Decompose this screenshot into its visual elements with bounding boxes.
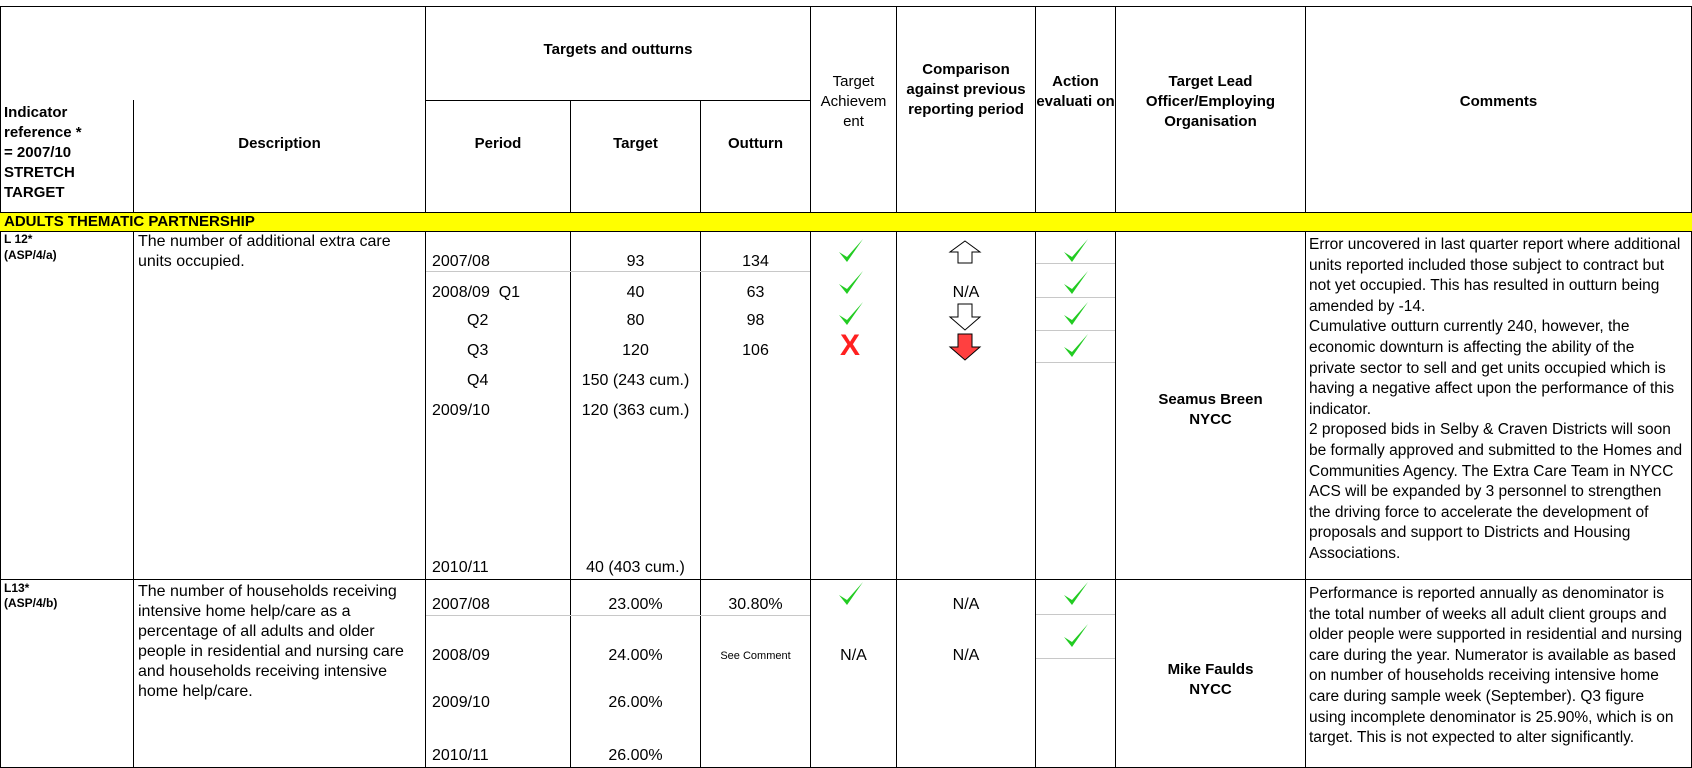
comment-line: indicator. [1309, 400, 1372, 418]
comment-line: amended by -14. [1309, 297, 1426, 315]
target-cell: 23.00% [608, 596, 663, 613]
indicator-description-line: intensive home help/care as a [138, 603, 351, 620]
tick-icon [1061, 269, 1091, 297]
comment-line: Performance is reported annually as denominator is [1309, 585, 1664, 602]
target-cell: 40 [626, 284, 645, 301]
target-cell: 120 [622, 342, 649, 359]
lead-officer-name: Mike Faulds [1167, 661, 1254, 678]
indicator-ref-sub: (ASP/4/b) [4, 596, 58, 610]
comment-line: care during the year. Numerator is available as based [1309, 646, 1677, 664]
comment-line: private sector to sell and get units occupied which is [1309, 359, 1666, 377]
comment-line: Cumulative outturn currently 240, however, the [1309, 318, 1630, 336]
comment-line: using incomplete denominator is 25.90%, which is on [1309, 708, 1674, 726]
indicator-ref: L 12* [4, 232, 33, 246]
header-period: Period [474, 135, 522, 152]
tick-icon [836, 237, 866, 265]
period-cell: 2010/11 [432, 559, 489, 576]
header-indicator-reference: Indicator reference * = 2007/10 STRETCH TARGET [4, 104, 82, 201]
outturn-cell: See Comment [720, 650, 791, 662]
comment-line: proposals and support to Districts and Housing [1309, 524, 1631, 542]
indicator-description-line: people in residential and nursing care [138, 643, 404, 660]
comment-line: target. This is not expected to alter significantly. [1309, 729, 1635, 747]
comment-line: the total number of weeks all adult client groups and [1309, 605, 1667, 623]
arrow-down-red-icon [947, 333, 983, 361]
period-cell: Q4 [467, 372, 489, 389]
comment-line: having a negative affect upon the performance of this [1309, 380, 1675, 398]
period-cell: 2008/09 [432, 647, 490, 664]
tick-icon [1061, 237, 1091, 265]
indicator-ref-sub: (ASP/4/a) [4, 248, 57, 262]
comment-line: be formally approved and submitted to the Homes and [1309, 442, 1683, 459]
period-cell: 2009/10 [432, 694, 490, 711]
comment-line: not yet occupied. This has resulted in outturn being [1309, 277, 1660, 295]
section-title: ADULTS THEMATIC PARTNERSHIP [4, 213, 255, 230]
target-cell: 26.00% [608, 694, 663, 711]
header-description: Description [238, 135, 321, 152]
target-cell: 150 (243 cum.) [581, 372, 690, 389]
header-target-achievement: Target Achievem ent [820, 73, 887, 130]
period-cell: 2009/10 [432, 402, 490, 419]
comment-line: older people were supported in residential and nursing [1309, 626, 1683, 644]
header-comparison: Comparison against previous reporting period [906, 61, 1026, 118]
comment-line: Error uncovered in last quarter report where additional [1309, 236, 1681, 253]
outturn-cell: 98 [746, 312, 765, 329]
period-cell: 2008/09 Q1 [432, 284, 521, 301]
header-action-evaluation: Action evaluati on [1036, 73, 1115, 110]
period-cell: Q3 [467, 342, 489, 359]
tick-icon [1061, 622, 1091, 650]
header-comments: Comments [1459, 93, 1538, 110]
comparison-na: N/A [952, 647, 980, 664]
indicator-ref: L13* [4, 581, 30, 595]
header-target: Target [613, 135, 658, 152]
outturn-cell: 63 [746, 284, 765, 301]
arrow-down-outline-icon [947, 303, 983, 331]
target-cell: 40 (403 cum.) [586, 559, 685, 576]
indicator-description-line: and households receiving intensive [138, 663, 388, 680]
header-outturn: Outturn [728, 135, 783, 152]
target-cell: 26.00% [608, 747, 663, 764]
comparison-na: N/A [952, 284, 980, 301]
indicator-description: The number of additional extra care units occupied. [138, 233, 391, 270]
comment-line: ACS will be expanded by 3 personnel to strengthen [1309, 483, 1662, 501]
comparison-na: N/A [952, 596, 980, 613]
period-cell: 2010/11 [432, 747, 489, 764]
target-cell: 80 [626, 312, 645, 329]
outturn-cell: 106 [742, 342, 769, 359]
header-lead-officer: Target Lead Officer/Employing Organisation [1145, 73, 1276, 130]
indicator-description-line: percentage of all adults and older [138, 623, 375, 640]
period-cell: 2007/08 [432, 253, 490, 270]
lead-officer-org: NYCC [1189, 411, 1232, 428]
tick-icon [1061, 580, 1091, 608]
comment-line: the driving force to accelerate the development of [1309, 503, 1649, 521]
outturn-cell: 30.80% [728, 596, 783, 613]
period-cell: 2007/08 [432, 596, 490, 613]
target-cell: 93 [626, 253, 645, 270]
tick-icon [1061, 300, 1091, 328]
comment-line: economic downturn is affecting the ability of the [1309, 339, 1635, 356]
indicator-description-line: home help/care. [138, 683, 253, 700]
cross-icon: X [840, 329, 861, 362]
comment-line: on number of households receiving intensive home [1309, 667, 1659, 685]
tick-icon [836, 269, 866, 297]
tick-icon [1061, 332, 1091, 360]
achievement-na: N/A [840, 647, 867, 664]
arrow-up-outline-icon [947, 240, 983, 264]
period-cell: Q2 [467, 312, 489, 329]
outturn-cell: 134 [742, 253, 769, 270]
comment-line: 2 proposed bids in Selby & Craven Districts will soon [1309, 421, 1671, 439]
indicator-description-line: The number of households receiving [138, 583, 397, 600]
comment-line: care during sample week (September). Q3 figure [1309, 688, 1645, 705]
target-cell: 120 (363 cum.) [581, 402, 690, 419]
header-targets-and-outturns: Targets and outturns [543, 41, 693, 58]
tick-icon [836, 300, 866, 328]
comment-line: Communities Agency. The Extra Care Team in NYCC [1309, 462, 1674, 480]
lead-officer-org: NYCC [1189, 681, 1232, 698]
tick-icon [836, 580, 866, 608]
target-cell: 24.00% [608, 647, 663, 664]
lead-officer-name: Seamus Breen [1158, 391, 1263, 408]
comment-line: units reported included those subject to contract but [1309, 256, 1664, 274]
comment-line: Associations. [1309, 545, 1401, 562]
